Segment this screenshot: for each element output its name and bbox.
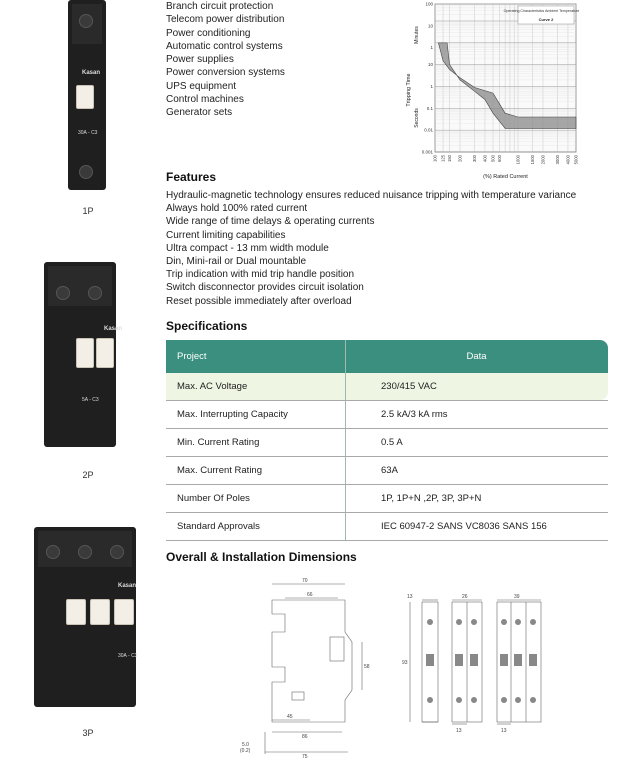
toggle-handle: [76, 338, 94, 368]
list-item: Power conversion systems: [166, 67, 285, 79]
specs-title: Specifications: [166, 319, 248, 333]
table-row: [166, 373, 608, 400]
dim-86: 86: [302, 734, 308, 740]
x-axis-label: (%) Rated Current: [483, 174, 528, 180]
tripping-curve-svg: [400, 0, 580, 180]
x-tick-label: 2000: [540, 155, 546, 165]
spec-project: Number Of Poles: [177, 493, 250, 504]
dim-75: 75: [302, 754, 308, 760]
breaker-3p: [30, 527, 140, 712]
y-tick-label: 100: [425, 1, 433, 7]
y-tick-label: 10: [427, 62, 433, 68]
features-list: [166, 189, 576, 308]
spec-project: Max. Current Rating: [177, 465, 263, 476]
table-row: [166, 429, 608, 456]
dimensions-drawing: [230, 572, 610, 762]
spec-project: Min. Current Rating: [177, 437, 260, 448]
toggle-handle: [96, 338, 114, 368]
dim-39: 39: [514, 594, 520, 600]
list-item: Telecom power distribution: [166, 14, 285, 26]
dim-26: 26: [462, 594, 468, 600]
list-item: Control machines: [166, 94, 244, 106]
feature-item: Reset possible immediately after overload: [166, 295, 352, 307]
feature-item: Trip indication with mid trip handle position: [166, 269, 355, 281]
toggle-handle: [90, 599, 110, 625]
spec-data: 1P, 1P+N ,2P, 3P, 3P+N: [381, 493, 482, 504]
x-tick-label: 100: [432, 155, 438, 162]
y-axis-units-minutes: Minutes: [414, 26, 420, 44]
list-item: Generator sets: [166, 107, 233, 119]
toggle-handle: [114, 599, 134, 625]
x-tick-label: 150: [447, 155, 453, 162]
chart-title: Operating Characteristics Ambient Temperature 30°C: [503, 9, 580, 13]
list-item: Branch circuit protection: [166, 1, 274, 12]
x-tick-label: 200: [457, 155, 463, 162]
brand-logo: Kasan: [104, 326, 123, 332]
y-tick-label: 0.1: [426, 105, 433, 111]
features-title: Features: [166, 170, 217, 184]
rating-label: 30A - C3: [118, 653, 138, 659]
spec-data: 0.5 A: [381, 437, 403, 448]
feature-item: Current limiting capabilities: [166, 229, 286, 241]
rating-label: 5A - C3: [82, 397, 99, 403]
toggle-handle: [76, 85, 94, 109]
spec-project: Standard Approvals: [177, 521, 260, 532]
y-tick-label: 1: [430, 45, 433, 51]
dim-rail-2: (0.2): [240, 748, 251, 754]
y-tick-label: 0.001: [421, 149, 433, 155]
dim-45: 45: [287, 714, 293, 720]
y-tick-label: 10: [427, 23, 433, 29]
dims-title: Overall & Installation Dimensions: [166, 550, 357, 564]
applications-list: [166, 0, 285, 120]
spec-data: 230/415 VAC: [381, 381, 437, 392]
x-tick-label: 600: [497, 155, 503, 162]
header-data: Data: [466, 351, 487, 362]
feature-item: Switch disconnector provides circuit isolation: [166, 282, 364, 294]
table-row: [166, 513, 608, 540]
x-tick-label: 400: [482, 155, 488, 162]
spec-data: IEC 60947-2 SANS VC8036 SANS 156: [381, 521, 547, 532]
x-tick-label: 300: [472, 155, 478, 162]
feature-item: Ultra compact - 13 mm width module: [166, 242, 329, 254]
list-item: UPS equipment: [166, 80, 237, 92]
feature-item: Wide range of time delays & operating currents: [166, 216, 375, 228]
breaker-1p: [60, 0, 120, 195]
product-label-1p: 1P: [82, 206, 94, 216]
list-item: Automatic control systems: [166, 40, 283, 52]
x-tick-label: 5000: [573, 155, 579, 165]
dimensions-svg: [230, 572, 610, 762]
product-gallery: [0, 0, 160, 763]
x-tick-label: 500: [490, 155, 496, 162]
spec-project: Max. AC Voltage: [177, 381, 248, 392]
feature-item: Hydraulic-magnetic technology ensures reduced nuisance tripping with temperature variance: [166, 190, 577, 201]
list-item: Power conditioning: [166, 27, 251, 39]
x-tick-label: 3000: [555, 155, 561, 165]
header-project: Project: [177, 351, 207, 362]
x-tick-label: 4000: [565, 155, 571, 165]
spec-project: Max. Interrupting Capacity: [177, 409, 288, 420]
y-tick-label: 0.01: [424, 127, 433, 133]
rating-label: 30A - C3: [78, 130, 98, 136]
dim-70: 70: [302, 578, 308, 584]
dim-58: 58: [364, 664, 370, 670]
brand-logo: Kasan: [118, 583, 137, 589]
x-tick-label: 1000: [515, 155, 521, 165]
chart-plot-area: [435, 4, 576, 152]
table-row: [166, 457, 608, 484]
spec-data: 63A: [381, 465, 398, 476]
product-label-3p: 3P: [82, 728, 94, 738]
breaker-2p: [42, 262, 132, 452]
x-tick-label: 125: [440, 155, 446, 162]
dim-66: 66: [307, 592, 313, 598]
y-axis-units-seconds: Seconds: [414, 108, 420, 128]
toggle-handle: [66, 599, 86, 625]
product-label-2p: 2P: [82, 470, 94, 480]
dim-13-bottom-2: 13: [501, 728, 507, 734]
specs-header-row: [166, 340, 608, 373]
dim-rail: 5.0: [242, 742, 249, 748]
y-tick-label: 1: [430, 83, 433, 89]
brand-logo: Kasan: [82, 70, 101, 76]
table-row: [166, 485, 608, 512]
dim-13: 13: [407, 594, 413, 600]
feature-item: Always hold 100% rated current: [166, 203, 308, 215]
chart-subtitle: Curve 2: [538, 17, 554, 22]
spec-data: 2.5 kA/3 kA rms: [381, 409, 448, 420]
feature-item: Din, Mini-rail or Dual mountable: [166, 256, 307, 268]
tripping-curve-chart: [400, 0, 580, 180]
list-item: Power supplies: [166, 54, 234, 66]
table-row: [166, 401, 608, 428]
dim-13-bottom: 13: [456, 728, 462, 734]
y-axis-label: Tripping Time: [406, 73, 412, 107]
dim-93: 93: [402, 660, 408, 666]
x-tick-label: 1500: [530, 155, 536, 165]
